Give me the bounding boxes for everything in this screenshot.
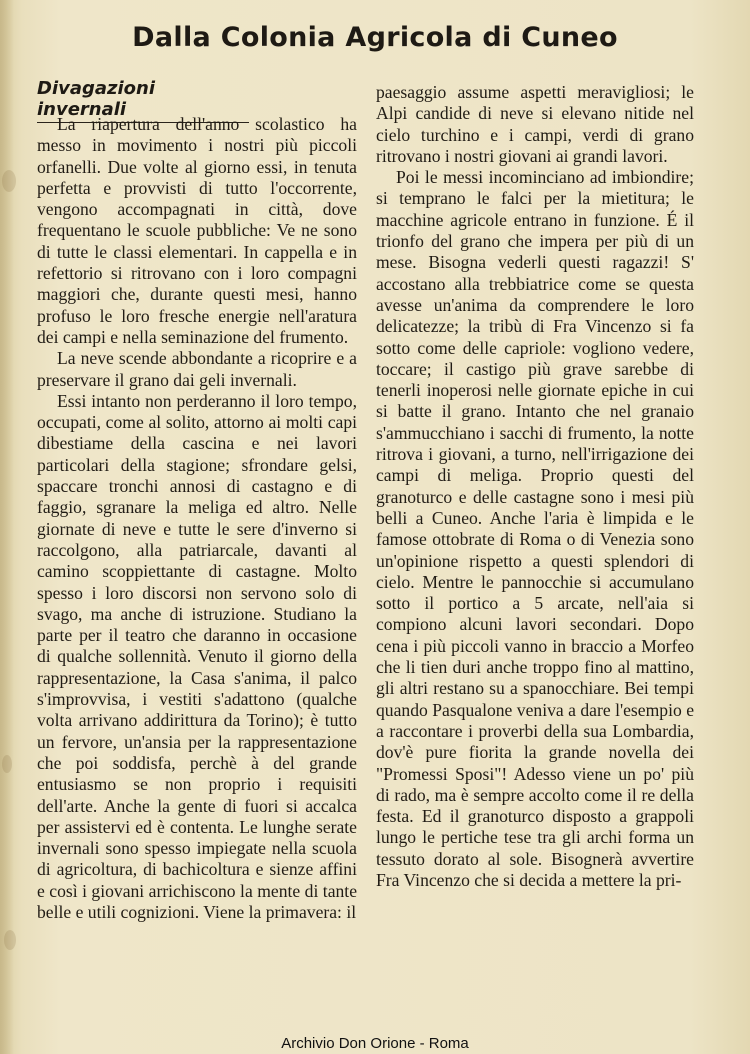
paper-stain — [2, 755, 12, 773]
paragraph: Poi le messi incominciano ad imbiondire; si temprano le falci per la mietitura; le macchine agricole entrano in funzione. É il trionfo del grano che impera per più di un mese. Bisogna vederli questi ragazzi! S' accostano alla trebbiatrice come se questa avesse un'anima da comprendere le loro delicatezze; la tribù di Fra Vincenzo si fa sotto come delle capriole: vogliono vedere, toccare; il castigo più grave sarebbe di tenerli inoperosi nelle giornate epiche in cui si batte il grano. Intanto che nel granaio s'ammucchiano i sacchi di frumento, la notte ritrova i giovani, a turno, nell'irrigazione dei campi di meliga. Proprio questi del granoturco e delle castagne sono i mesi più belli a Cuneo. Anche l'aria è limpida e le famose ottobrate di Roma o di Venezia sono un'opinione rispetto a questi splendori di cielo. Mentre le pannocchie si accumulano sotto il portico a 5 arcate, nell'aia si compiono alcuni lavori secondari. Dopo cena i più piccoli vanno in braccio a Morfeo che li tien duri anche troppo fino al mattino, gli altri restano su a spanocchiare. Bei tempi quando Pasqualone veniva a dare l'esempio e a raccontare i proverbi della sua Lombardia, dov'è pure fiorita la grande novella dei "Promessi Sposi"! Adesso viene un po' più di rado, ma è sempre accolto come il re della festa. Ed il granoturco disposto a grappoli lungo le pertiche tese tra gli archi forma un tessuto dorato al sole. Bisognerà avvertire Fra Vincenzo che si decida a mettere la pri- — [376, 167, 694, 890]
article-title: Dalla Colonia Agricola di Cuneo — [132, 22, 618, 53]
paper-stain — [2, 170, 16, 192]
left-column — [37, 114, 357, 923]
article-subtitle: Divagazioni invernali — [37, 78, 249, 123]
right-column — [376, 82, 694, 891]
page-edge-shadow — [0, 0, 14, 1054]
paragraph: La neve scende abbondante a ricoprire e a preservare il grano dai geli invernali. — [37, 348, 357, 390]
paragraph: Essi intanto non perderanno il loro tempo, occupati, come al solito, attorno ai molti capi dibestiame della cascina e nei lavori particolari della stagione; sfrondare gelsi, spaccare tronchi annosi di castagno e di faggio, sgranare la meliga ed altro. Nelle giornate di neve e tutte le sere d'inverno si raccolgono, alla patriarcale, davanti al camino scoppiettante di castagne. Molto spesso i loro discorsi non servono solo di svago, ma anche di istruzione. Studiano la parte per il teatro che daranno in occasione di qualche sollennità. Venuto il giorno della rappresentazione, la Casa s'anima, il palco s'improvvisa, i vestiti s'adattono (qualche volta arrivano addirittura da Torino); è tutto un fervore, un'ansia per la rappresentazione che poi soddisfa, perchè à del grande entusiasmo se non proprio i requisiti dell'arte. Anche la gente di fuori si accalca per assistervi ed è contenta. Le lunghe serate invernali sono spesso impiegate nella scuola di agricoltura, di bachicoltura e sienze affini e così i giovani arrichiscono la mente di tante belle e utili cognizioni. Viene la primavera: il — [37, 390, 357, 922]
archive-watermark: Archivio Don Orione - Roma — [281, 1035, 469, 1052]
paragraph: La riapertura dell'anno scolastico ha messo in movimento i nostri più piccoli orfanelli. Due volte al giorno essi, in tenuta perfetta e provvisti di tutto l'occorrente, vengono accompagnati in città, dove frequentano le scuole pubbliche: Ve ne sono di tutte le classi elementari. In cappella e in refettorio si ritrovano con i loro compagni maggiori che, durante questi mesi, hanno profuso le loro fresche energie nell'aratura dei campi e nella seminazione del frumento. — [37, 114, 357, 347]
paper-stain — [4, 930, 16, 950]
paragraph: paesaggio assume aspetti meravigliosi; le Alpi candide di neve si elevano nitide nel cielo turchino e i campi, verdi di grano ritrovano i nostri giovani ai grandi lavori. — [376, 82, 694, 166]
